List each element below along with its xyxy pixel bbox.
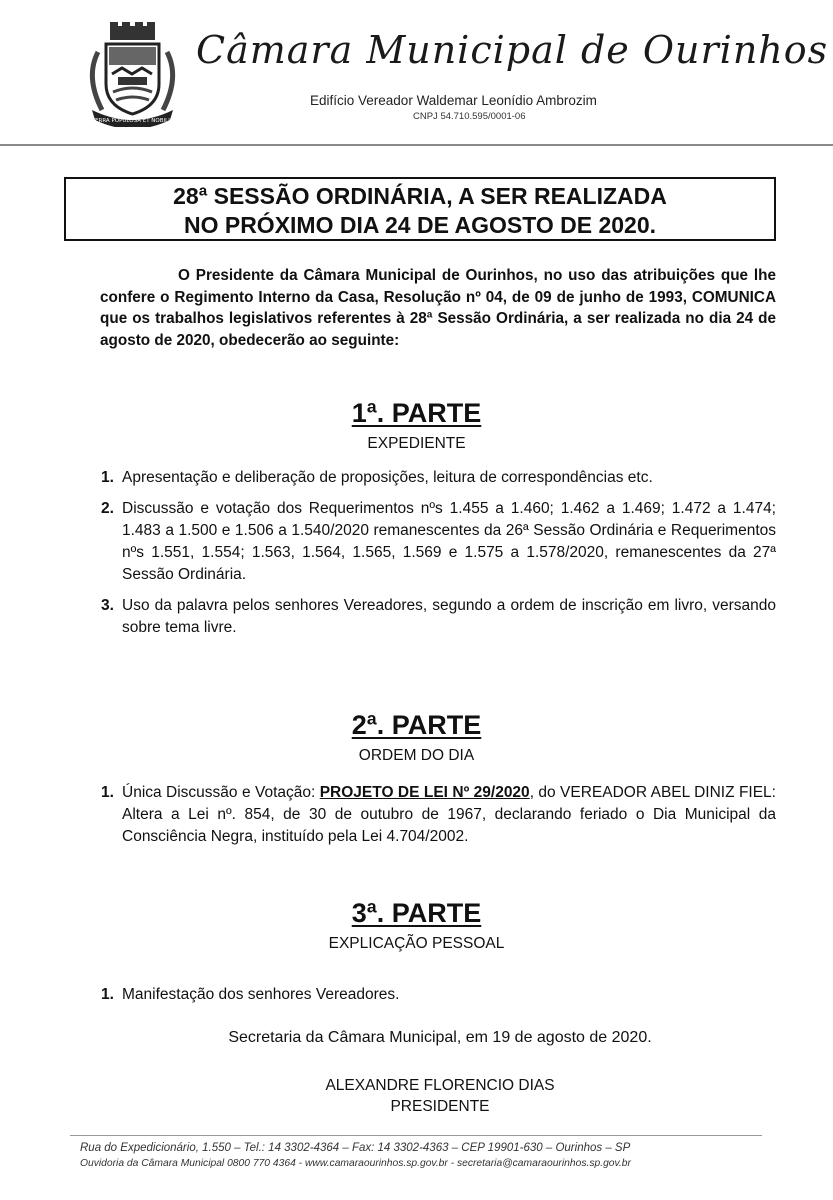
org-name: Câmara Municipal de Ourinhos	[196, 28, 829, 72]
intro-paragraph	[100, 265, 776, 351]
part2-title-text: 2ª. PARTE	[351, 710, 482, 740]
item-text: Apresentação e deliberação de proposições, leitura de correspondências etc.	[122, 469, 653, 486]
list-item	[0, 984, 833, 1006]
part1-list	[0, 467, 833, 639]
item-text	[122, 782, 776, 848]
header-divider	[0, 144, 833, 146]
part3-title-text: 3ª. PARTE	[351, 898, 482, 928]
crest-motto: TERRA POPULOSA ET NOBILIS	[91, 118, 174, 124]
list-item	[0, 782, 833, 848]
item-number: 1.	[101, 784, 114, 801]
signatory-name: ALEXANDRE FLORENCIO DIAS	[325, 1077, 555, 1094]
municipal-crest-icon	[80, 22, 185, 127]
part2-subtitle: ORDEM DO DIA	[358, 747, 475, 764]
part1-title-text: 1ª. PARTE	[351, 398, 482, 428]
list-item	[0, 498, 833, 586]
footer-divider	[70, 1135, 762, 1136]
bill-reference: PROJETO DE LEI Nº 29/2020	[319, 784, 530, 801]
part2-list	[0, 782, 833, 848]
part2-title	[0, 710, 833, 741]
part3-title	[0, 898, 833, 929]
intro-text: O Presidente da Câmara Municipal de Ourinhos, no uso das atribuições que lhe confere o Regimento Interno da Casa, Resolução nº 04, de 09 de junho de 1993, COMUNICA que os trabalhos legislativos referentes à 28ª Sessão Ordinária, a ser realizada no dia 24 de agosto de 2020, obedecerão ao seguinte:	[100, 267, 776, 349]
signatory-role: PRESIDENTE	[390, 1098, 490, 1115]
part1-title	[0, 398, 833, 429]
item-text-before: Única Discussão e Votação:	[122, 784, 320, 801]
part1-subtitle: EXPEDIENTE	[367, 435, 466, 452]
item-text: Discussão e votação dos Requerimentos nºs 1.455 a 1.460; 1.462 a 1.469; 1.472 a 1.474; 1.483 a 1.500 e 1.506 a 1.540/2020 remanescentes da 26ª Sessão Ordinária e Requerimentos nºs 1.551, 1.554; 1.563, 1.564, 1.565, 1.569 e 1.575 a 1.578/2020, remanescentes da 27ª Sessão Ordinária.	[122, 500, 776, 583]
footer-contact: Ouvidoria da Câmara Municipal 0800 770 4364 - www.camaraourinhos.sp.gov.br - secretaria@camaraourinhos.sp.gov.br	[80, 1158, 631, 1169]
item-text: Uso da palavra pelos senhores Vereadores, segundo a ordem de inscrição em livro, versando sobre tema livre.	[122, 597, 776, 636]
building-name: Edifício Vereador Waldemar Leonídio Ambrozim	[310, 93, 597, 108]
item-number: 1.	[101, 469, 114, 486]
session-title-box	[64, 177, 776, 241]
list-item	[0, 467, 833, 489]
closing-date-line: Secretaria da Câmara Municipal, em 19 de agosto de 2020.	[228, 1029, 652, 1046]
session-title-line2: NO PRÓXIMO DIA 24 DE AGOSTO DE 2020.	[183, 212, 657, 238]
cnpj: CNPJ 54.710.595/0001-06	[413, 111, 526, 122]
list-item	[0, 595, 833, 639]
part3-subtitle: EXPLICAÇÃO PESSOAL	[328, 935, 505, 952]
footer-address: Rua do Expedicionário, 1.550 – Tel.: 14 3302-4364 – Fax: 14 3302-4363 – CEP 19901-630 – Ourinhos – SP	[80, 1142, 631, 1154]
item-number: 3.	[101, 597, 114, 614]
item-number: 2.	[101, 500, 114, 517]
part3-list	[0, 984, 833, 1006]
item-text: Manifestação dos senhores Vereadores.	[122, 986, 400, 1003]
item-number: 1.	[101, 986, 114, 1003]
item-text-after: , do VEREADOR ABEL DINIZ FIEL: Altera a Lei nº. 854, de 30 de outubro de 1967, declarando feriado o Dia Municipal da Consciência Negra, instituído pela Lei 4.704/2002.	[122, 784, 776, 845]
session-title-line1: 28ª SESSÃO ORDINÁRIA, A SER REALIZADA	[173, 183, 667, 209]
